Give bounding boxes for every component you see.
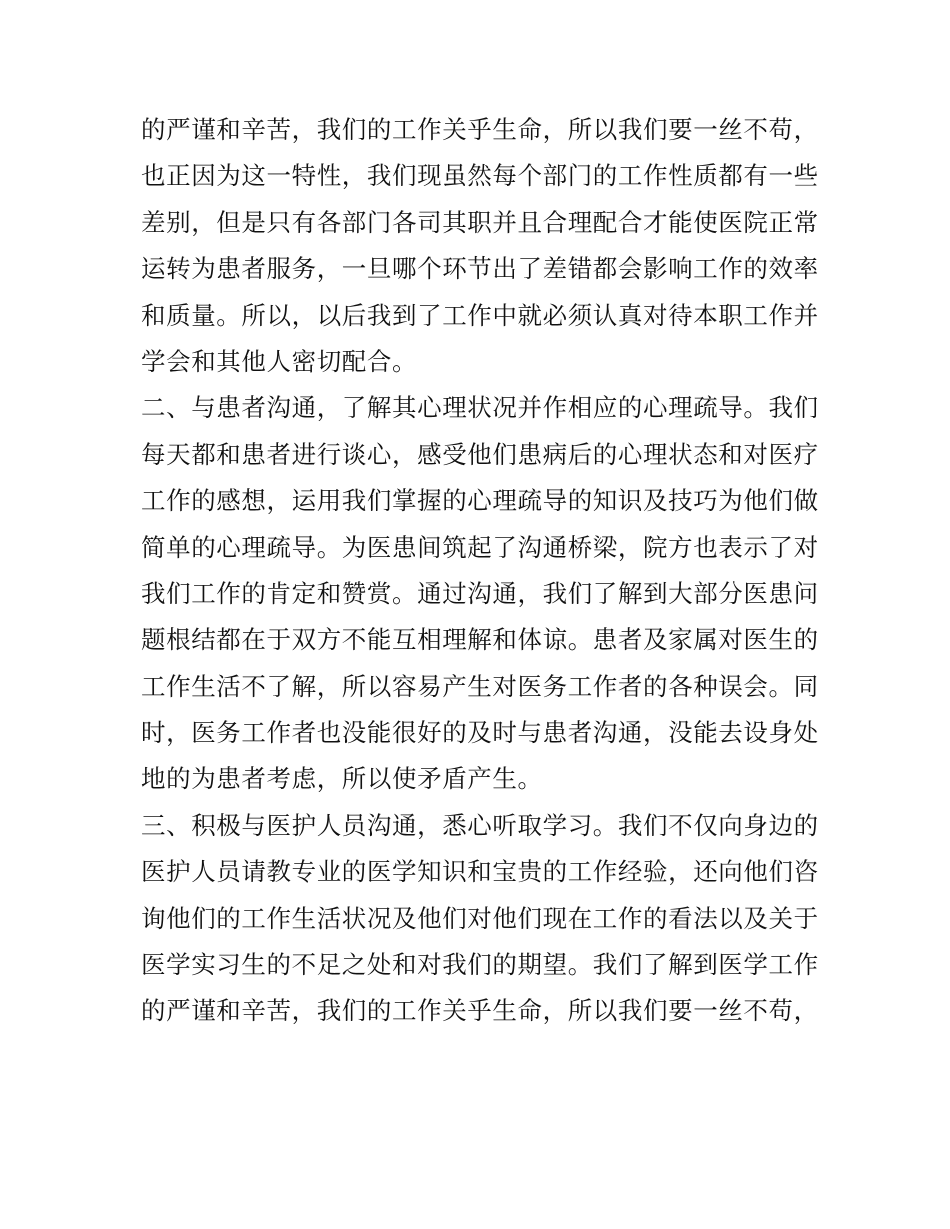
- body-text: [141, 107, 819, 1035]
- text-line: 也正因为这一特性，我们现虽然每个部门的工作性质都有一些: [141, 161, 819, 191]
- text-line: 询他们的工作生活状况及他们对他们现在工作的看法以及关于: [141, 903, 819, 933]
- text-line: 每天都和患者进行谈心，感受他们患病后的心理状态和对医疗: [141, 439, 819, 469]
- text-line: 工作的感想，运用我们掌握的心理疏导的知识及技巧为他们做: [141, 486, 819, 516]
- text-line: 地的为患者考虑，所以使矛盾产生。: [141, 764, 543, 794]
- text-line: 我们工作的肯定和赞赏。通过沟通，我们了解到大部分医患问: [141, 578, 819, 608]
- text-line: 时，医务工作者也没能很好的及时与患者沟通，没能去设身处: [141, 718, 819, 748]
- text-line: 二、与患者沟通，了解其心理状况并作相应的心理疏导。我们: [141, 393, 819, 423]
- text-line: 简单的心理疏导。为医患间筑起了沟通桥梁，院方也表示了对: [141, 532, 819, 562]
- text-line: 医护人员请教专业的医学知识和宝贵的工作经验，还向他们咨: [141, 857, 819, 887]
- text-line: 的严谨和辛苦，我们的工作关乎生命，所以我们要一丝不苟，: [141, 996, 819, 1026]
- text-line: 的严谨和辛苦，我们的工作关乎生命，所以我们要一丝不苟，: [141, 115, 819, 144]
- text-line: 学会和其他人密切配合。: [141, 346, 418, 376]
- text-line: 差别，但是只有各部门各司其职并且合理配合才能使医院正常: [141, 207, 819, 237]
- text-line: 工作生活不了解，所以容易产生对医务工作者的各种误会。同: [141, 671, 819, 701]
- text-line: 和质量。所以，以后我到了工作中就必须认真对待本职工作并: [141, 300, 819, 330]
- text-line: 三、积极与医护人员沟通，悉心听取学习。我们不仅向身边的: [141, 810, 819, 840]
- text-line: 医学实习生的不足之处和对我们的期望。我们了解到医学工作: [141, 950, 819, 980]
- text-line: 题根结都在于双方不能互相理解和体谅。患者及家属对医生的: [141, 625, 819, 655]
- text-line: 运转为患者服务，一旦哪个环节出了差错都会影响工作的效率: [141, 254, 819, 284]
